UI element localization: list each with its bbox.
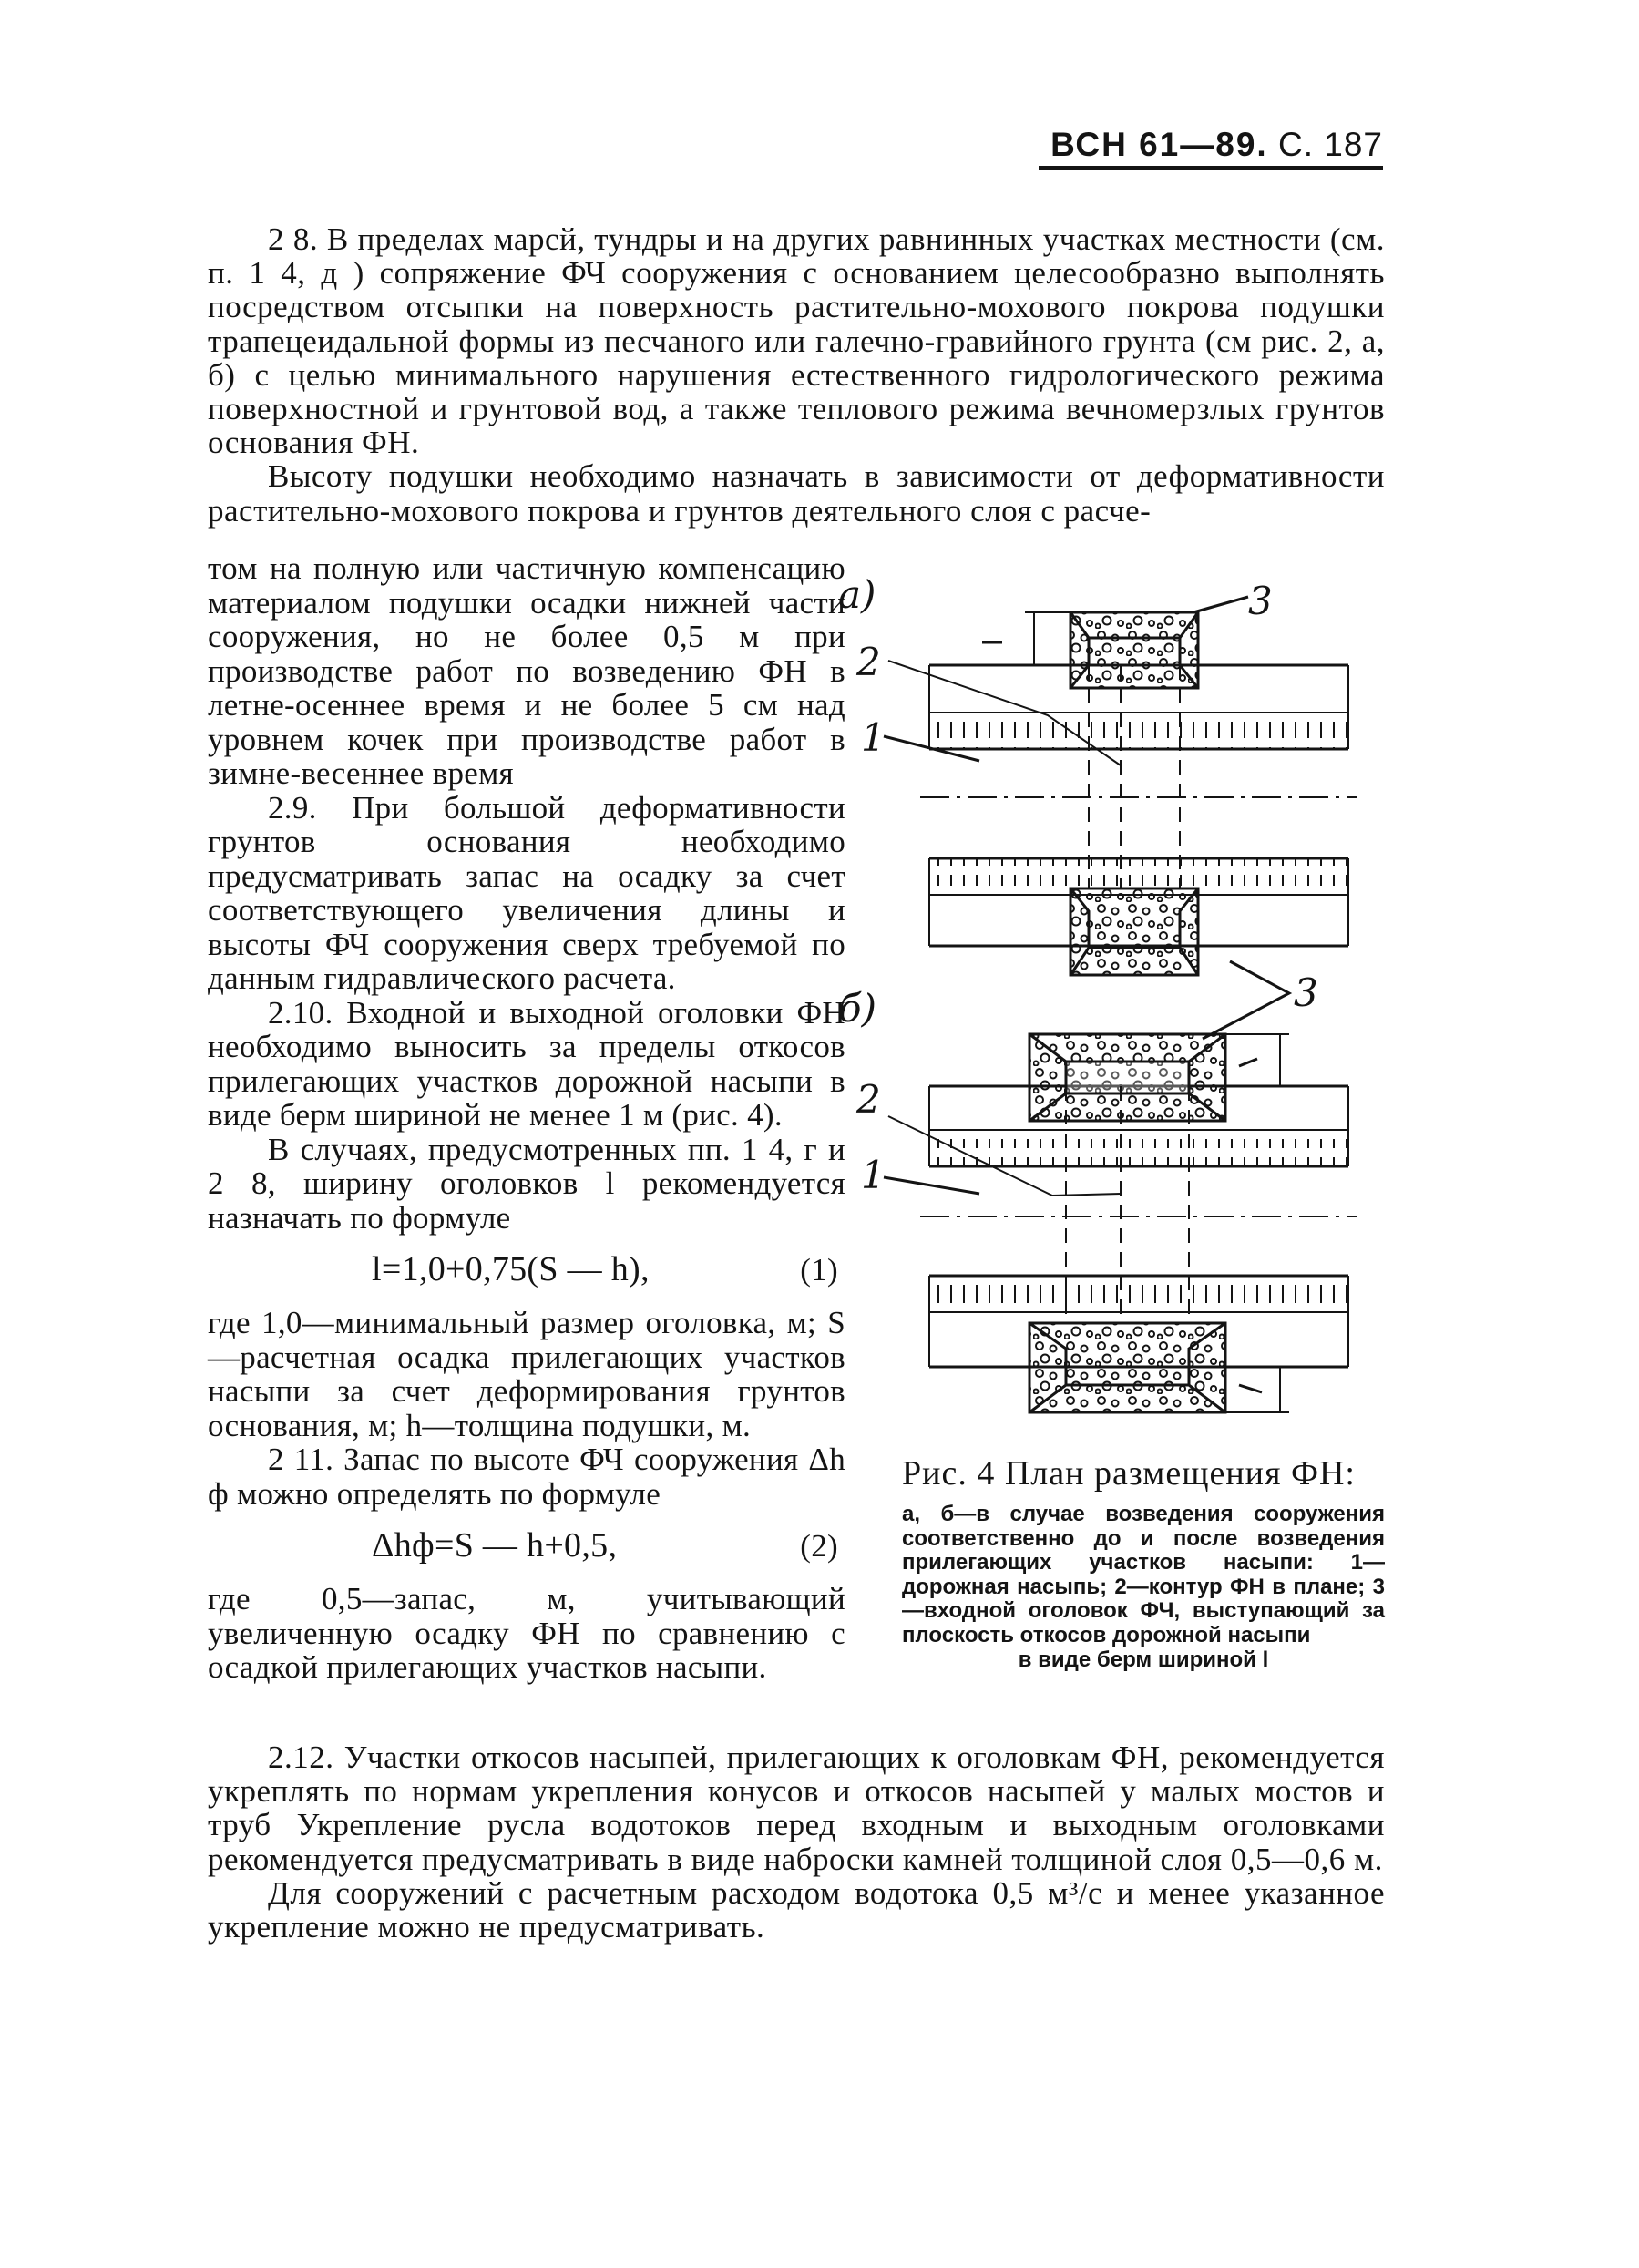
formula-1-expression: l=1,0+0,75(S — h), [372,1250,650,1289]
figure-num-2-a: 2 [856,640,881,684]
paragraph-cushion-height: Высоту подушки необходимо назначать в зависимости от деформативности растительно-мохового покрова и грунтов деятельного слоя с расче- [208,458,1385,529]
figure-4 [838,547,1385,1453]
paragraph-2-10: 2.10. Входной и выходной оголовки ФН необходимо выносить за пределы откосов прилегающих участков дорожной насыпи в виде берм шириной не менее 1 м (рис. 4). [208,994,845,1133]
figure-caption [902,1453,1385,1672]
figure-num-3-a: 3 [1248,579,1273,623]
page-prefix: С. [1277,126,1314,163]
paragraph-small-flow: Для сооружений с расчетным расходом водотока 0,5 м³/с и менее указанное укрепление можно не предусматривать. [208,1874,1385,1945]
formula-2-number: (2) [800,1528,838,1565]
formula-1-number: (1) [800,1252,838,1288]
document-code: ВСН 61—89. [1050,126,1268,163]
caption-body-text: а, б—в случае возведения сооружения соответственно до и после возведения прилегающих участков насыпи: 1—дорожная насыпь; 2—контур ФН в плане; 3—входной оголовок ФЧ, выступающий за плоскость откосов дорожной насыпи [902,1502,1385,1647]
figure-num-2-b: 2 [856,1077,881,1122]
figure-label-b: б) [838,986,877,1031]
paragraph-where-1: где 1,0—минимальный размер оголовка, м; S—расчетная осадка прилегающих участков насыпи за счет деформирования грунтов основания, м; h—толщина подушки, м. [208,1305,845,1443]
formula-2-expression: Δhф=S — h+0,5, [372,1526,618,1565]
paragraph-2-11: 2 11. Запас по высоте ФЧ сооружения Δh ф можно определять по формуле [208,1442,845,1512]
formula-1 [208,1247,845,1293]
header-rule [1039,166,1383,170]
page-number: 187 [1324,126,1383,163]
left-column [208,551,845,1685]
paragraph-cases: В случаях, предусмотренных пп. 1 4, г и 2 8, ширину оголовков l рекомендуется назначать по формуле [208,1131,845,1236]
panel-b [884,961,1357,1412]
paragraph-2-12: 2.12. Участки откосов насыпей, прилегающих к оголовкам ФН, рекомендуется укреплять по нормам укрепления конусов и откосов насыпей у малых мостов и труб Укрепление русла водотоков перед входным и выходным оголовками рекомендуется предусматривать в виде наброски камней толщиной слоя 0,5—0,6 м. [208,1739,1385,1877]
panel-a [884,597,1357,975]
formula-2 [208,1524,845,1569]
paragraph-2-8: 2 8. В пределах марсй, тундры и на других равнинных участках местности (см. п. 1 4, д ) сопряжение ФЧ сооружения с основанием целесообразно выполнять посредством отсыпки на поверхность растительно-мохового покрова подушки трапецеидальной формы из песчаного или галечно-гравийного грунта (см рис. 2, а, б) с целью минимального нарушения естественного гидрологического режима поверхностной и грунтовой вод, а также теплового режима вечномерзлых грунтов основания ФН. [208,221,1385,461]
paragraph-where-2: где 0,5—запас, м, учитывающий увеличенную осадку ФН по сравнению с осадкой прилегающих участков насыпи. [208,1581,845,1685]
figure-num-1-b: 1 [861,1153,886,1197]
top-text-block [208,222,1385,528]
figure-label-a: а) [838,572,876,617]
page-header [1039,126,1383,164]
caption-title: Рис. 4 План размещения ФН: [902,1454,1356,1493]
caption-body [902,1503,1385,1672]
paragraph-cushion-cont: том на полную или частичную компенсацию материалом подушки осадки нижней части сооружения, но не более 0,5 м при производстве работ по возведению ФН в летне-осеннее время и не более 5 см над уровнем кочек при производстве работ в зимне-весеннее время [208,550,845,791]
figure-num-1-a: 1 [861,715,886,760]
paragraph-2-9: 2.9. При большой деформативности грунтов основания необходимо предусматривать запас на осадку за счет соответствующего увеличения длины и высоты ФЧ сооружения сверх требуемой по данным гидравлического расчета. [208,789,845,996]
caption-body-last: в виде берм шириной l [1018,1647,1269,1672]
figure-num-3-b: 3 [1294,970,1318,1015]
bottom-text-block [208,1740,1385,1944]
